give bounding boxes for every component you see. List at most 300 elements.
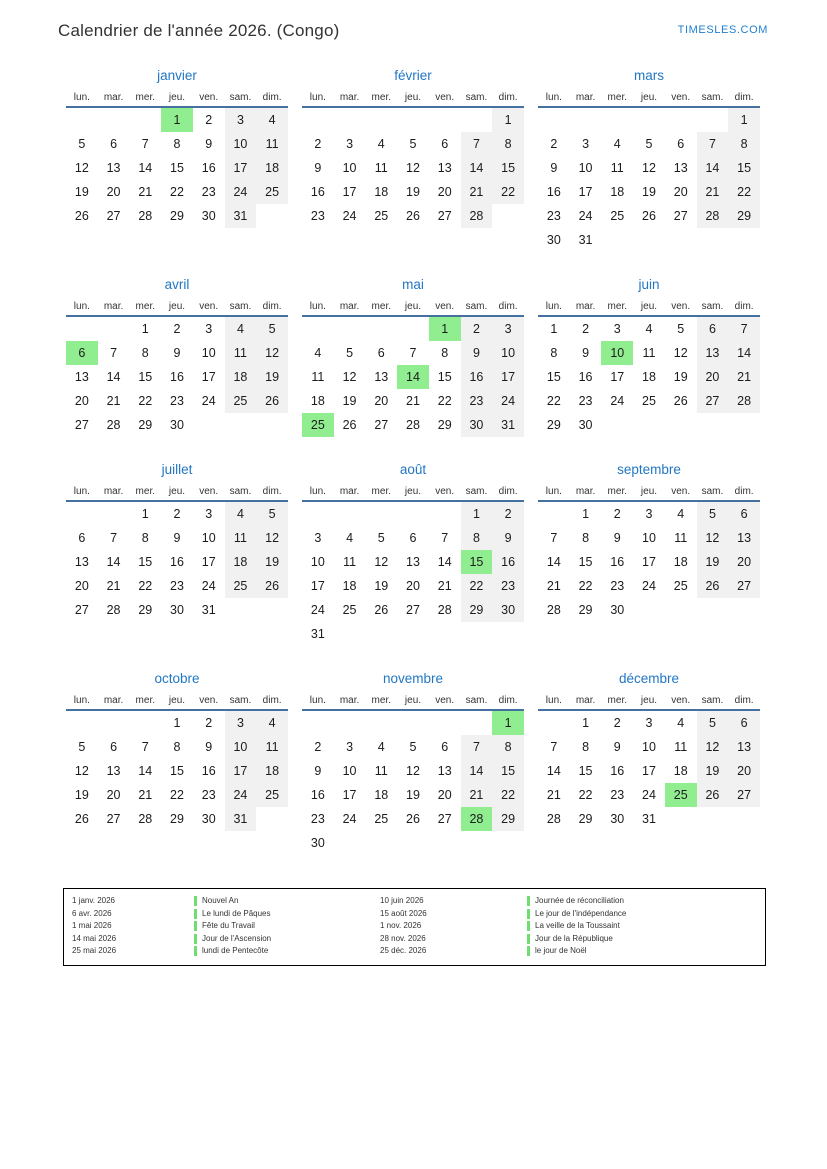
day-cell: 11 [256,735,288,759]
day-cell: 4 [677,507,685,521]
day-cell: 14 [546,555,561,569]
month-octobre [66,671,288,855]
day-cell: 19 [256,365,288,389]
day-cell: 15 [546,370,561,384]
month-title[interactable]: avril [164,277,190,292]
day-cell: 8 [141,531,149,545]
empty-day-cell [334,108,366,132]
month-title[interactable]: mars [634,68,664,83]
day-cell: 7 [441,531,449,545]
day-cell: 8 [441,346,449,360]
month-title[interactable]: décembre [618,671,680,686]
week-row [538,759,760,783]
month-title[interactable]: juin [638,277,660,292]
legend-label [194,945,372,958]
day-cell: 7 [550,740,558,754]
day-cell: 23 [310,812,325,826]
legend-label [527,945,765,958]
day-cell: 3 [225,108,257,132]
day-cell: 2 [173,507,181,521]
empty-day-cell [365,622,397,646]
day-cell: 5 [645,137,653,151]
day-cell: 16 [610,555,625,569]
day-cell: 18 [256,759,288,783]
week-row [302,413,524,437]
month-title[interactable]: juillet [161,462,193,477]
weekday-label: sam. [701,695,724,706]
weekday-label: dim. [734,695,754,706]
day-cell: 11 [256,132,288,156]
empty-day-cell [66,711,98,735]
empty-day-cell [334,317,366,341]
day-cell: 5 [256,317,288,341]
day-cell: 18 [256,156,288,180]
legend-date: 28 nov. 2026 [380,933,426,943]
day-cell: 20 [374,394,389,408]
day-cell: 6 [110,740,118,754]
day-cell: 19 [256,550,288,574]
day-cell: 21 [728,365,760,389]
day-cell: 30 [610,812,625,826]
empty-day-cell [66,502,98,526]
week-row [302,132,524,156]
week-row [66,735,288,759]
weekday-label: sam. [701,486,724,497]
empty-day-cell [697,228,729,252]
day-cell: 5 [377,531,385,545]
weekday-label: sam. [465,92,488,103]
day-cell: 24 [642,788,656,802]
day-cell: 12 [697,526,729,550]
week-row [302,622,524,646]
holiday-marker-icon [194,921,197,931]
day-cell: 14 [461,759,493,783]
day-cell: 14 [461,156,493,180]
week-row [302,574,524,598]
day-cell: 21 [437,579,452,593]
week-row [538,317,760,341]
day-cell: 23 [170,394,184,408]
day-cell: 4 [314,346,322,360]
legend-label-text: Jour de l'Ascension [202,933,272,943]
week-row [302,180,524,204]
day-cell: 24 [201,394,216,408]
week-row [302,831,524,855]
day-cell: 19 [406,185,420,199]
day-cell: 18 [374,788,389,802]
day-cell: 26 [642,209,656,223]
empty-day-cell [256,413,288,437]
day-cell: 26 [256,574,288,598]
empty-day-cell [365,317,397,341]
weekday-label: jeu. [168,92,186,103]
weekday-label: mar. [339,695,360,706]
day-cell: 30 [610,603,625,617]
legend-label-text: le jour de Noël [535,946,587,955]
holiday-marker-icon [194,909,197,919]
month-title[interactable]: octobre [154,671,200,686]
day-cell: 5 [256,502,288,526]
day-cell: 29 [437,418,452,432]
day-cell: 3 [205,507,213,521]
empty-day-cell [697,598,729,622]
month-title[interactable]: mai [402,277,424,292]
week-row [538,132,760,156]
weekday-label: mar. [575,486,596,497]
weekday-label: mer. [135,92,155,103]
day-cell: 20 [728,550,760,574]
weekday-label: sam. [229,695,252,706]
day-cell: 3 [346,740,354,754]
empty-day-cell [397,622,429,646]
day-cell: 4 [677,716,685,730]
empty-day-cell [302,502,334,526]
weekday-label: dim. [734,486,754,497]
day-cell: 1 [141,322,149,336]
weekday-label: jeu. [168,695,186,706]
day-cell: 1 [582,716,590,730]
week-row [302,526,524,550]
week-row [302,550,524,574]
month-février [302,68,524,252]
day-cell: 17 [642,764,656,778]
day-cell: 4 [346,531,354,545]
empty-day-cell [461,622,493,646]
week-row [538,526,760,550]
holiday-marker-icon [527,921,530,931]
weekday-label: mer. [135,486,155,497]
week-row [66,156,288,180]
weekday-label: ven. [671,92,691,103]
day-cell: 30 [310,836,325,850]
day-cell: 24 [492,389,524,413]
week-row [66,132,288,156]
day-cell: 26 [74,209,89,223]
day-cell: 12 [374,555,389,569]
day-cell: 18 [342,579,357,593]
day-cell: 29 [728,204,760,228]
week-row [302,807,524,831]
day-cell: 21 [546,788,561,802]
day-cell: 2 [461,317,493,341]
day-cell: 20 [437,185,452,199]
week-row [538,783,760,807]
holiday-day-cell: 10 [601,341,633,365]
weekday-label: mar. [339,92,360,103]
day-cell: 3 [582,137,590,151]
months-grid [66,68,827,855]
week-row [302,341,524,365]
weekday-label: mer. [135,695,155,706]
day-cell: 8 [550,346,558,360]
empty-day-cell [538,108,570,132]
day-cell: 19 [374,579,389,593]
weekday-label: mar. [103,92,124,103]
day-cell: 18 [225,550,257,574]
empty-day-cell [397,831,429,855]
day-cell: 19 [342,394,357,408]
empty-day-cell [365,108,397,132]
day-cell: 8 [141,346,149,360]
day-cell: 14 [546,764,561,778]
day-cell: 19 [74,185,89,199]
day-cell: 28 [728,389,760,413]
month-title[interactable]: septembre [617,462,681,477]
day-cell: 13 [374,370,389,384]
day-cell: 13 [437,764,452,778]
day-cell: 11 [374,764,388,778]
day-cell: 27 [406,603,420,617]
weekday-label: mer. [371,695,391,706]
day-cell: 22 [170,788,184,802]
day-cell: 27 [437,812,452,826]
weekday-label: mar. [339,301,360,312]
day-cell: 13 [437,161,452,175]
day-cell: 12 [74,161,89,175]
weekday-label: sam. [229,301,252,312]
day-cell: 7 [141,137,149,151]
empty-day-cell [461,108,493,132]
day-cell: 25 [610,209,625,223]
day-cell: 2 [314,740,322,754]
day-cell: 15 [728,156,760,180]
week-row [538,574,760,598]
empty-day-cell [129,711,161,735]
weekday-label: ven. [435,486,455,497]
weekday-label: mar. [103,486,124,497]
day-cell: 15 [138,555,153,569]
weekday-label: mar. [339,486,360,497]
weekday-label: ven. [671,486,691,497]
empty-day-cell [193,413,225,437]
day-cell: 20 [106,185,121,199]
day-cell: 28 [106,603,121,617]
day-cell: 1 [550,322,558,336]
day-cell: 2 [492,502,524,526]
month-title[interactable]: août [399,462,427,477]
day-cell: 11 [674,740,688,754]
week-row [538,598,760,622]
week-row [66,759,288,783]
legend-label-text: Le lundi de Pâques [202,908,271,918]
empty-day-cell [302,711,334,735]
day-cell: 8 [173,740,181,754]
weekday-label: sam. [701,301,724,312]
holiday-marker-icon [194,946,197,956]
weekday-label: jeu. [404,92,422,103]
legend-date: 14 mai 2026 [72,933,117,943]
holiday-marker-icon [527,946,530,956]
empty-day-cell [98,317,130,341]
day-cell: 20 [673,185,688,199]
day-cell: 22 [170,185,184,199]
month-title[interactable]: février [394,68,432,83]
week-row [538,711,760,735]
day-cell: 6 [441,137,449,151]
empty-day-cell [538,502,570,526]
day-cell: 25 [256,180,288,204]
day-cell: 2 [613,507,621,521]
day-cell: 29 [170,812,184,826]
day-cell: 26 [697,783,729,807]
day-cell: 23 [201,788,216,802]
empty-day-cell [66,317,98,341]
day-cell: 11 [374,161,388,175]
legend-label [194,908,372,921]
weekday-label: dim. [498,695,518,706]
day-cell: 31 [225,807,257,831]
day-cell: 13 [673,161,688,175]
weekday-label: mer. [607,695,627,706]
day-cell: 3 [492,317,524,341]
empty-day-cell [492,831,524,855]
day-cell: 25 [256,783,288,807]
day-cell: 13 [406,555,420,569]
day-cell: 23 [170,579,184,593]
day-cell: 1 [582,507,590,521]
weekday-label: lun. [545,486,562,497]
day-cell: 6 [677,137,685,151]
week-row [66,341,288,365]
day-cell: 25 [374,812,389,826]
weekday-label: ven. [435,92,455,103]
day-cell: 29 [461,598,493,622]
day-cell: 12 [673,346,688,360]
day-cell: 24 [578,209,593,223]
day-cell: 26 [406,209,420,223]
day-cell: 5 [78,137,86,151]
empty-day-cell [665,108,697,132]
week-row [538,735,760,759]
weekday-label: lun. [309,695,326,706]
day-cell: 25 [225,574,257,598]
weekday-header [66,92,288,108]
day-cell: 26 [74,812,89,826]
month-novembre [302,671,524,855]
legend-label-text: Fête du Travail [202,921,255,930]
empty-day-cell [365,502,397,526]
day-cell: 23 [492,574,524,598]
day-cell: 12 [697,735,729,759]
weekday-header [538,486,760,502]
week-row [66,502,288,526]
weekday-label: jeu. [404,486,422,497]
day-cell: 16 [201,161,216,175]
legend-date: 10 juin 2026 [380,896,424,905]
weekday-label: ven. [199,486,219,497]
day-cell: 20 [74,394,89,408]
day-cell: 18 [673,555,688,569]
page-header [0,0,827,41]
legend-box [63,888,766,966]
week-row [538,108,760,132]
weekday-header [538,92,760,108]
month-title[interactable]: novembre [382,671,444,686]
day-cell: 2 [582,322,590,336]
day-cell: 26 [406,812,420,826]
day-cell: 10 [492,341,524,365]
week-row [66,574,288,598]
day-cell: 2 [173,322,181,336]
day-cell: 25 [642,394,656,408]
holiday-marker-icon [194,896,197,906]
empty-day-cell [728,413,760,437]
weekday-label: lun. [309,486,326,497]
day-cell: 17 [225,759,257,783]
day-cell: 18 [310,394,325,408]
empty-day-cell [633,413,665,437]
day-cell: 29 [170,209,184,223]
day-cell: 11 [311,370,325,384]
week-row [66,711,288,735]
day-cell: 19 [673,370,688,384]
week-row [538,365,760,389]
week-row [302,317,524,341]
day-cell: 19 [697,759,729,783]
day-cell: 10 [225,735,257,759]
day-cell: 20 [74,579,89,593]
day-cell: 26 [374,603,389,617]
empty-day-cell [397,108,429,132]
day-cell: 28 [546,603,561,617]
day-cell: 25 [374,209,389,223]
empty-day-cell [66,108,98,132]
day-cell: 27 [673,209,688,223]
day-cell: 17 [225,156,257,180]
empty-day-cell [697,807,729,831]
empty-day-cell [601,413,633,437]
legend-date: 1 mai 2026 [72,921,112,930]
week-row [66,526,288,550]
day-cell: 18 [610,185,625,199]
day-cell: 6 [441,740,449,754]
day-cell: 22 [492,783,524,807]
holiday-day-cell: 6 [66,341,98,365]
month-mai [302,277,524,437]
week-row [302,711,524,735]
day-cell: 16 [610,764,625,778]
day-cell: 17 [201,370,216,384]
weekday-label: dim. [262,301,282,312]
day-cell: 13 [728,526,760,550]
month-title[interactable]: janvier [157,68,197,83]
day-cell: 31 [642,812,656,826]
weekday-label: lun. [309,92,326,103]
weekday-label: jeu. [404,301,422,312]
day-cell: 22 [578,788,593,802]
day-cell: 20 [437,788,452,802]
day-cell: 11 [610,161,624,175]
day-cell: 10 [201,346,216,360]
day-cell: 18 [673,764,688,778]
day-cell: 3 [346,137,354,151]
empty-day-cell [225,598,257,622]
day-cell: 13 [74,370,89,384]
day-cell: 13 [74,555,89,569]
week-row [66,550,288,574]
day-cell: 17 [610,370,625,384]
site-link[interactable]: TIMESLES.COM [677,24,768,36]
day-cell: 22 [546,394,561,408]
week-row [66,413,288,437]
day-cell: 16 [170,555,184,569]
week-row [302,598,524,622]
day-cell: 31 [578,233,593,247]
weekday-label: mer. [135,301,155,312]
day-cell: 22 [492,180,524,204]
weekday-label: mar. [575,301,596,312]
day-cell: 4 [377,137,385,151]
